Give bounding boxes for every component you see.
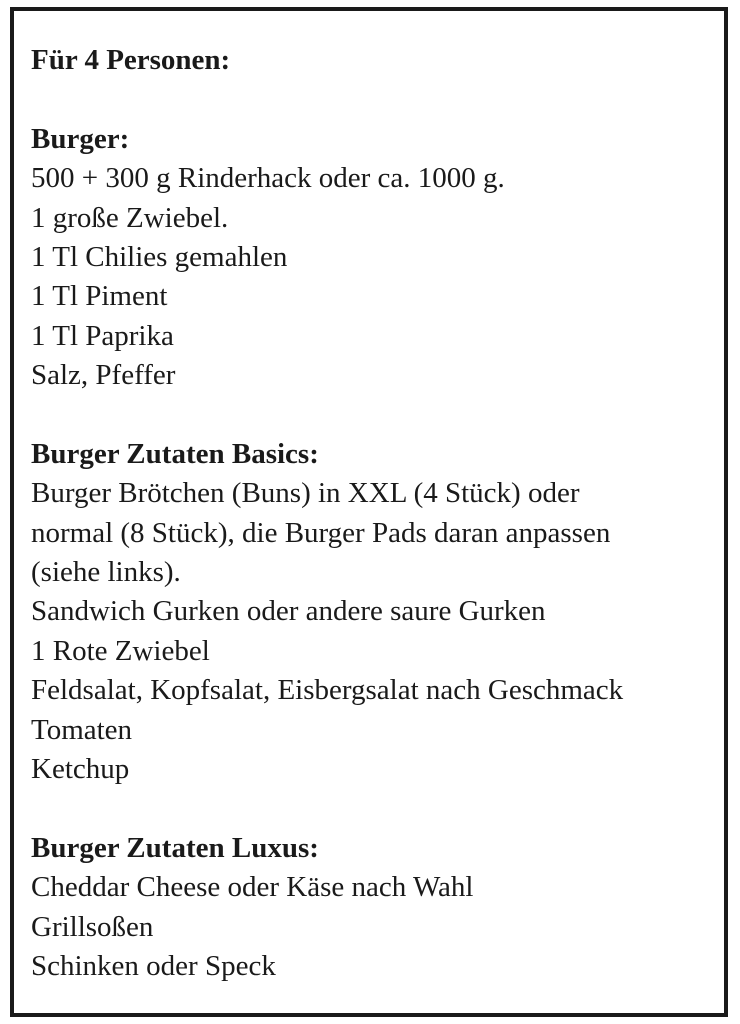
- recipe-content: [31, 41, 721, 986]
- ingredient-line: 1 Tl Chilies gemahlen: [31, 240, 288, 273]
- servings-heading: Für 4 Personen:: [31, 44, 231, 76]
- ingredient-line: 1 Tl Piment: [31, 280, 168, 313]
- ingredient-line: 500 + 300 g Rinderhack oder ca. 1000 g.: [31, 162, 505, 195]
- ingredient-line: (siehe links).: [31, 556, 181, 589]
- spacer: [31, 396, 721, 435]
- recipe-box: [10, 7, 728, 1017]
- ingredient-line: Schinken oder Speck: [31, 949, 276, 982]
- ingredient-line: 1 Tl Paprika: [31, 319, 174, 352]
- section-heading-burger: Burger:: [31, 122, 130, 155]
- ingredient-line: 1 Rote Zwiebel: [31, 634, 210, 667]
- ingredient-line: Feldsalat, Kopfsalat, Eisbergsalat nach Geschmack: [31, 674, 624, 707]
- section-heading-basics: Burger Zutaten Basics:: [31, 437, 319, 470]
- ingredient-line: 1 große Zwiebel.: [31, 201, 229, 234]
- ingredient-line: Cheddar Cheese oder Käse nach Wahl: [31, 871, 474, 904]
- spacer: [31, 80, 721, 119]
- section-heading-luxus: Burger Zutaten Luxus:: [31, 831, 319, 864]
- ingredient-line: Grillsoßen: [31, 910, 154, 943]
- ingredient-line: Tomaten: [31, 713, 133, 746]
- ingredient-line: Burger Brötchen (Buns) in XXL (4 Stück) oder: [31, 477, 580, 510]
- ingredient-line: Sandwich Gurken oder andere saure Gurken: [31, 595, 546, 628]
- ingredient-line: Ketchup: [31, 753, 130, 786]
- ingredient-line: normal (8 Stück), die Burger Pads daran anpassen: [31, 516, 611, 549]
- spacer: [31, 789, 721, 828]
- ingredient-line: Salz, Pfeffer: [31, 359, 176, 392]
